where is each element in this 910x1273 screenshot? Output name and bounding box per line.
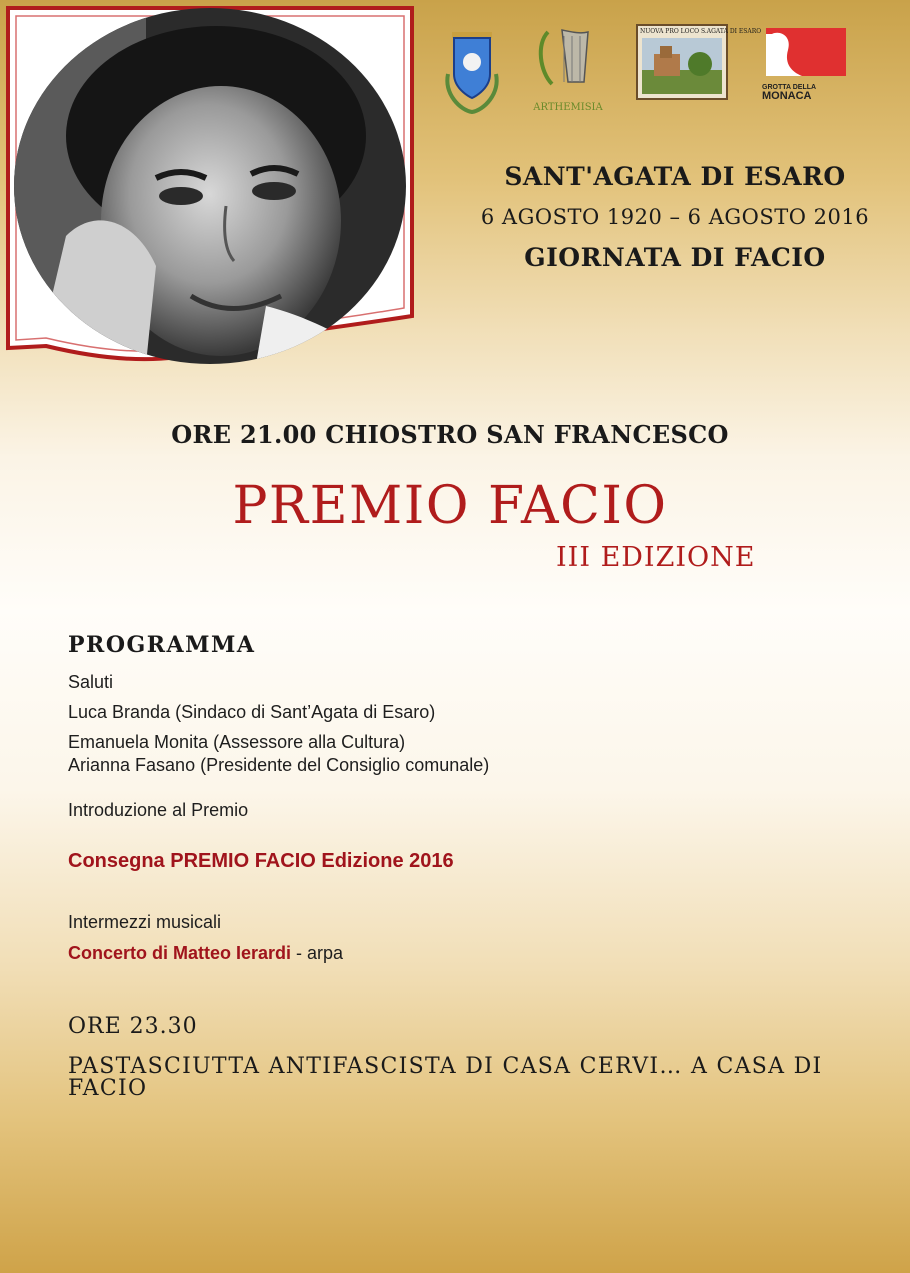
pro-loco-logo-text: NUOVA PRO LOCO S.AGATA DI ESARO bbox=[640, 28, 762, 35]
speaker-line: Luca Branda (Sindaco di Sant’Agata di Esaro) bbox=[68, 702, 436, 722]
pro-loco-logo bbox=[636, 24, 762, 104]
dates-line: 6 AGOSTO 1920 – 6 AGOSTO 2016 bbox=[480, 205, 870, 229]
programma-heading: PROGRAMMA bbox=[68, 632, 256, 658]
edition-label: III EDIZIONE bbox=[556, 542, 756, 573]
day-title: GIORNATA DI FACIO bbox=[524, 243, 826, 272]
premio-title: PREMIO FACIO bbox=[232, 476, 668, 536]
speaker-line: Arianna Fasano (Presidente del Consiglio comunale) bbox=[68, 755, 490, 775]
late-time: ORE 23.30 bbox=[68, 1014, 198, 1039]
arthemisia-logo-text: ARTHEMISIA bbox=[533, 102, 603, 113]
late-description: PASTASCIUTTA ANTIFASCISTA DI CASA CERVI… A CASA DI FACIO bbox=[68, 1054, 823, 1101]
saluti-line: Saluti bbox=[68, 672, 114, 692]
stemma-comune-logo bbox=[440, 24, 504, 116]
grotta-logo-text-1: GROTTA DELLA bbox=[762, 84, 817, 91]
city-title: SANT'AGATA DI ESARO bbox=[504, 162, 846, 191]
consegna-line: Consegna PREMIO FACIO Edizione 2016 bbox=[68, 850, 454, 872]
event-header bbox=[440, 162, 910, 272]
speaker-line: Emanuela Monita (Assessore alla Cultura) bbox=[68, 732, 406, 752]
grotta-della-monaca-logo bbox=[762, 24, 852, 104]
portrait-photo bbox=[6, 6, 414, 364]
time-venue: ORE 21.00 CHIOSTRO SAN FRANCESCO bbox=[171, 420, 729, 449]
arthemisia-logo bbox=[528, 24, 608, 116]
sponsor-logos bbox=[440, 24, 860, 116]
intermezzi-line: Intermezzi musicali bbox=[68, 912, 222, 932]
concerto-line bbox=[68, 943, 343, 964]
concerto-name: Concerto di Matteo Ierardi bbox=[68, 943, 292, 963]
intro-line: Introduzione al Premio bbox=[68, 800, 249, 820]
grotta-logo-text-2: MONACA bbox=[762, 90, 812, 102]
concerto-instrument: - arpa bbox=[291, 943, 344, 963]
